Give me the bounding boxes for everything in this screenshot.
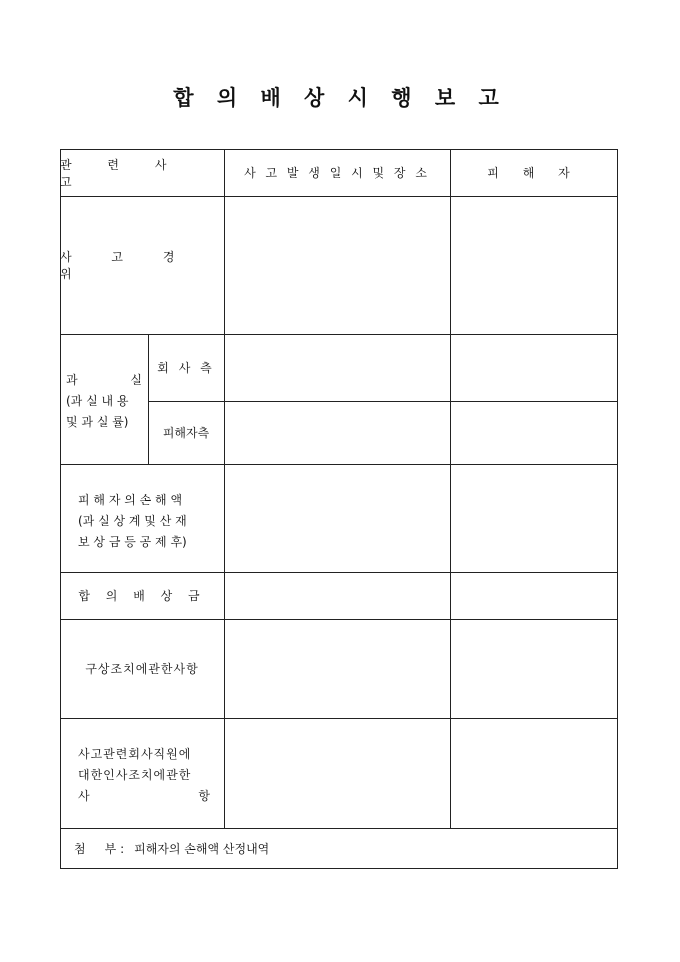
personnel-label-right: 항 — [198, 789, 210, 803]
fault-victim-side-label — [148, 401, 224, 464]
header-accident-time-place-label: 사 고 발 생 일 시 및 장 소 — [244, 166, 430, 180]
damage-label-line3: 보 상 금 등 공 제 후) — [78, 535, 187, 549]
personnel-label-line2: 대한인사조치에관한 — [78, 768, 192, 782]
personnel-label-line3 — [78, 786, 210, 807]
personnel-action-victim-field[interactable] — [450, 718, 617, 828]
fault-company-side-label — [148, 334, 224, 401]
personnel-action-field[interactable] — [224, 718, 450, 828]
fault-label-right: 실 — [130, 373, 142, 387]
accident-details-label — [60, 196, 224, 334]
header-related-accident-label: 관 련 사 고 — [60, 157, 183, 189]
fault-label-line1 — [66, 370, 142, 391]
indemnity-victim-field[interactable] — [450, 619, 617, 718]
damage-amount-field[interactable] — [224, 464, 450, 572]
attachment-label: 첨 부 : — [74, 841, 125, 856]
fault-label-line2: (과 실 내 용 — [66, 394, 129, 408]
fault-label — [60, 334, 148, 465]
indemnity-text: 구상조치에관한사항 — [85, 662, 199, 676]
header-victim-label: 피 해 자 — [487, 166, 580, 180]
fault-victim-field[interactable] — [224, 401, 450, 464]
fault-label-line3: 및 과 실 률) — [66, 415, 129, 429]
accident-details-victim-field[interactable] — [450, 196, 617, 334]
accident-details-text: 사 고 경 위 — [60, 250, 193, 281]
settlement-amount-field[interactable] — [224, 572, 450, 619]
fault-victim-victim-field[interactable] — [450, 401, 617, 464]
accident-details-time-place-field[interactable] — [224, 196, 450, 334]
attachment-row — [60, 828, 617, 868]
header-related-accident — [60, 149, 224, 196]
damage-label-line2: (과 실 상 계 및 산 재 — [78, 514, 187, 528]
settlement-amount-text: 합 의 배 상 금 — [78, 589, 206, 603]
personnel-label-line1: 사고관련회사직원에 — [78, 747, 192, 761]
fault-company-side-text: 회 사 측 — [157, 361, 215, 375]
damage-label-line1: 피 해 자 의 손 해 액 — [78, 493, 183, 507]
fault-label-left: 과 — [66, 373, 78, 387]
attachment-value: 피해자의 손해액 산정내역 — [134, 841, 270, 856]
fault-company-field[interactable] — [224, 334, 450, 401]
personnel-action-label — [60, 718, 224, 828]
damage-amount-label — [60, 464, 224, 572]
personnel-label-left: 사 — [78, 789, 90, 803]
header-victim — [450, 149, 617, 196]
fault-victim-side-text: 피해자측 — [162, 426, 210, 440]
fault-company-victim-field[interactable] — [450, 334, 617, 401]
indemnity-field[interactable] — [224, 619, 450, 718]
table-border-bottom — [60, 868, 618, 869]
indemnity-label — [60, 619, 224, 718]
table-border-right — [617, 149, 618, 869]
page-title: 합 의 배 상 시 행 보 고 — [173, 85, 507, 110]
header-accident-time-place — [224, 149, 450, 196]
settlement-amount-label — [60, 572, 224, 619]
settlement-amount-victim-field[interactable] — [450, 572, 617, 619]
damage-amount-victim-field[interactable] — [450, 464, 617, 572]
